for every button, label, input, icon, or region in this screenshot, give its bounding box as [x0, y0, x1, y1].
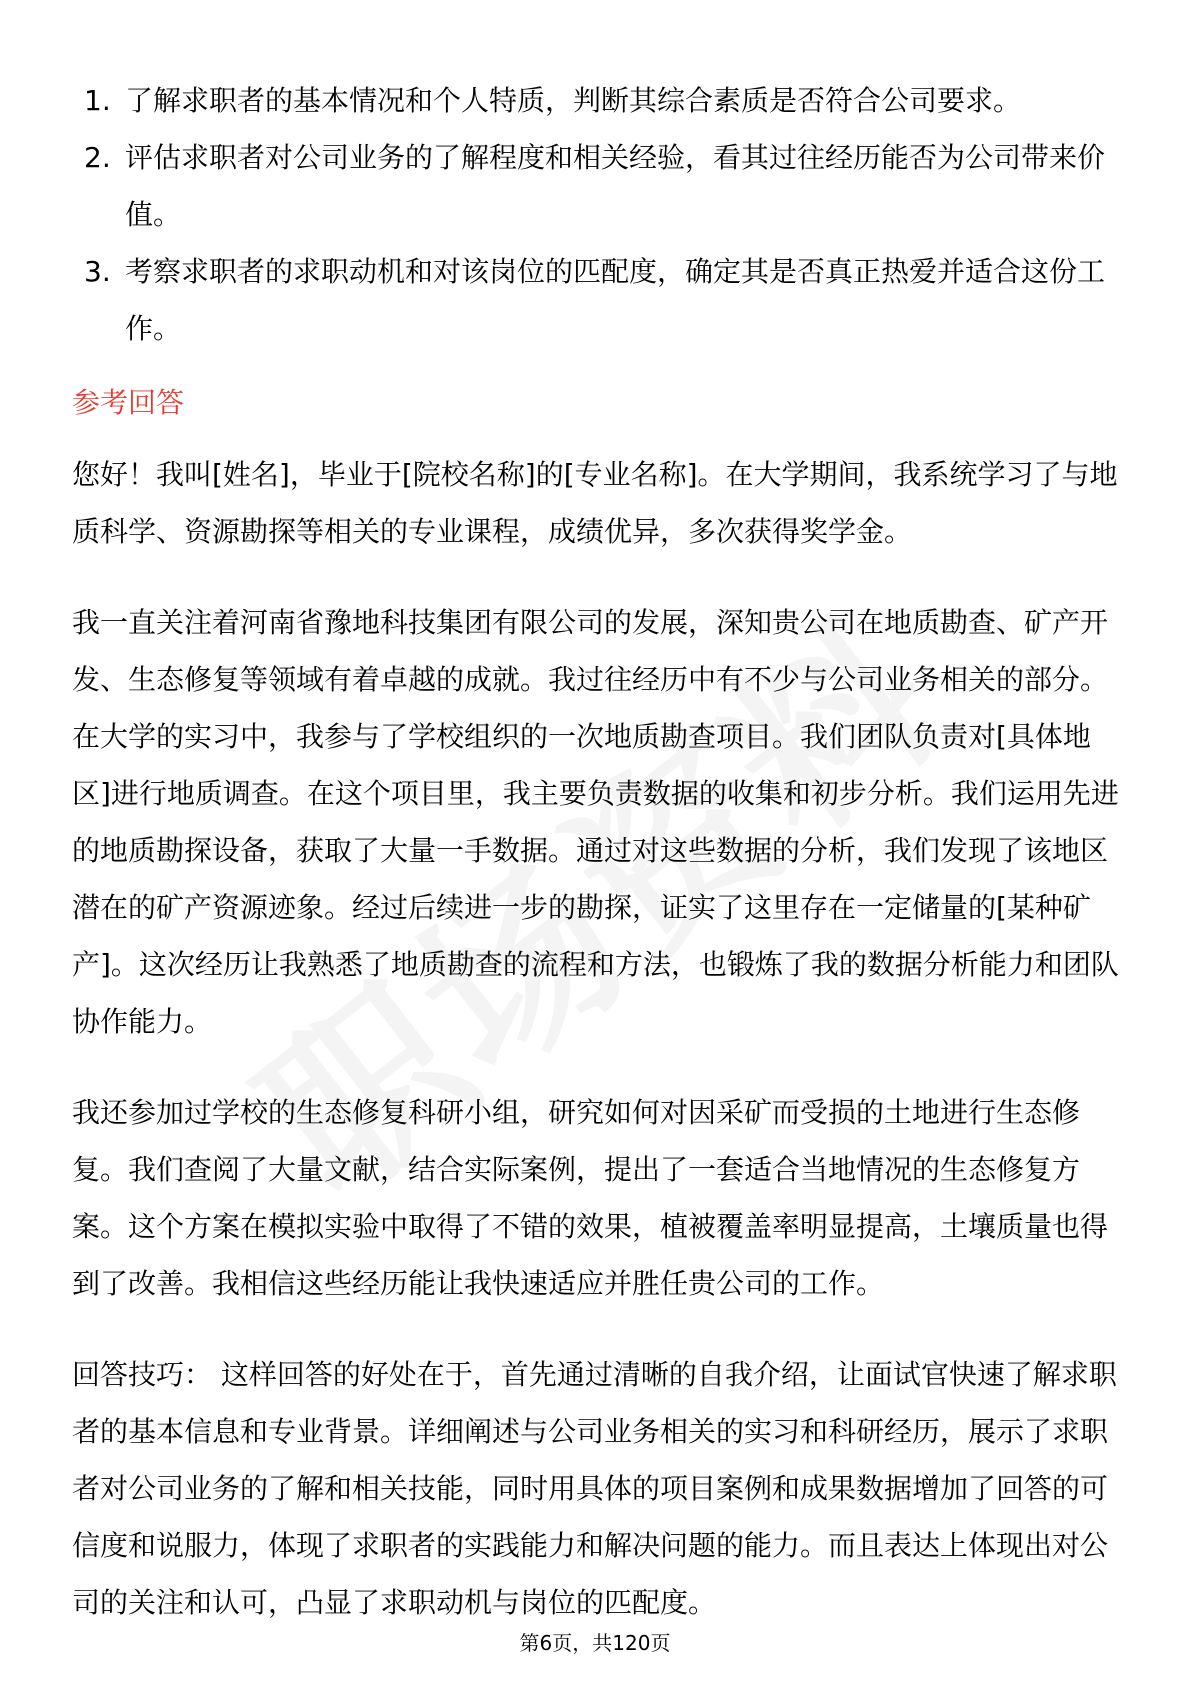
list-number: 2.: [84, 141, 111, 174]
list-text: 考察求职者的求职动机和对该岗位的匹配度，确定其是否真正热爱并适合这份工作。: [125, 255, 1106, 345]
list-item: [72, 72, 1122, 129]
list-item: [72, 129, 1122, 243]
paragraph: 回答技巧： 这样回答的好处在于，首先通过清晰的自我介绍，让面试官快速了解求职者的基本信息和专业背景。详细阐述与公司业务相关的实习和科研经历，展示了求职者对公司业务的了解和相关技能，同时用具体的项目案例和成果数据增加了回答的可信度和说服力，体现了求职者的实践能力和解决问题的能力。而且表达上体现出对公司的关注和认可，凸显了求职动机与岗位的匹配度。: [72, 1358, 1117, 1619]
list-text: 了解求职者的基本情况和个人特质，判断其综合素质是否符合公司要求。: [125, 84, 1022, 117]
paragraph: 我一直关注着河南省豫地科技集团有限公司的发展，深知贵公司在地质勘查、矿产开发、生态修复等领域有着卓越的成就。我过往经历中有不少与公司业务相关的部分。在大学的实习中，我参与了学校组织的一次地质勘查项目。我们团队负责对[具体地区]进行地质调查。在这个项目里，我主要负责数据的收集和初步分析。我们运用先进的地质勘探设备，获取了大量一手数据。通过对这些数据的分析，我们发现了该地区潜在的矿产资源迹象。经过后续进一步的勘探，证实了这里存在一定储量的[某种矿产]。这次经历让我熟悉了地质勘查的流程和方法，也锻炼了我的数据分析能力和团队协作能力。: [72, 606, 1119, 1038]
list-text: 评估求职者对公司业务的了解程度和相关经验，看其过往经历能否为公司带来价值。: [125, 141, 1106, 231]
section-heading: 参考回答: [72, 386, 185, 419]
list-number: 1.: [84, 84, 111, 117]
paragraph: 我还参加过学校的生态修复科研小组，研究如何对因采矿而受损的土地进行生态修复。我们查阅了大量文献，结合实际案例，提出了一套适合当地情况的生态修复方案。这个方案在模拟实验中取得了不错的效果，植被覆盖率明显提高，土壤质量也得到了改善。我相信这些经历能让我快速适应并胜任贵公司的工作。: [72, 1096, 1109, 1300]
paragraph: 您好！我叫[姓名]，毕业于[院校名称]的[专业名称]。在大学期间，我系统学习了与地质科学、资源勘探等相关的专业课程，成绩优异，多次获得奖学金。: [72, 458, 1118, 548]
list-item: [72, 243, 1122, 357]
list-number: 3.: [84, 255, 111, 288]
document-body: [72, 72, 1122, 1665]
page-footer: 第6页，共120页: [519, 1631, 671, 1655]
